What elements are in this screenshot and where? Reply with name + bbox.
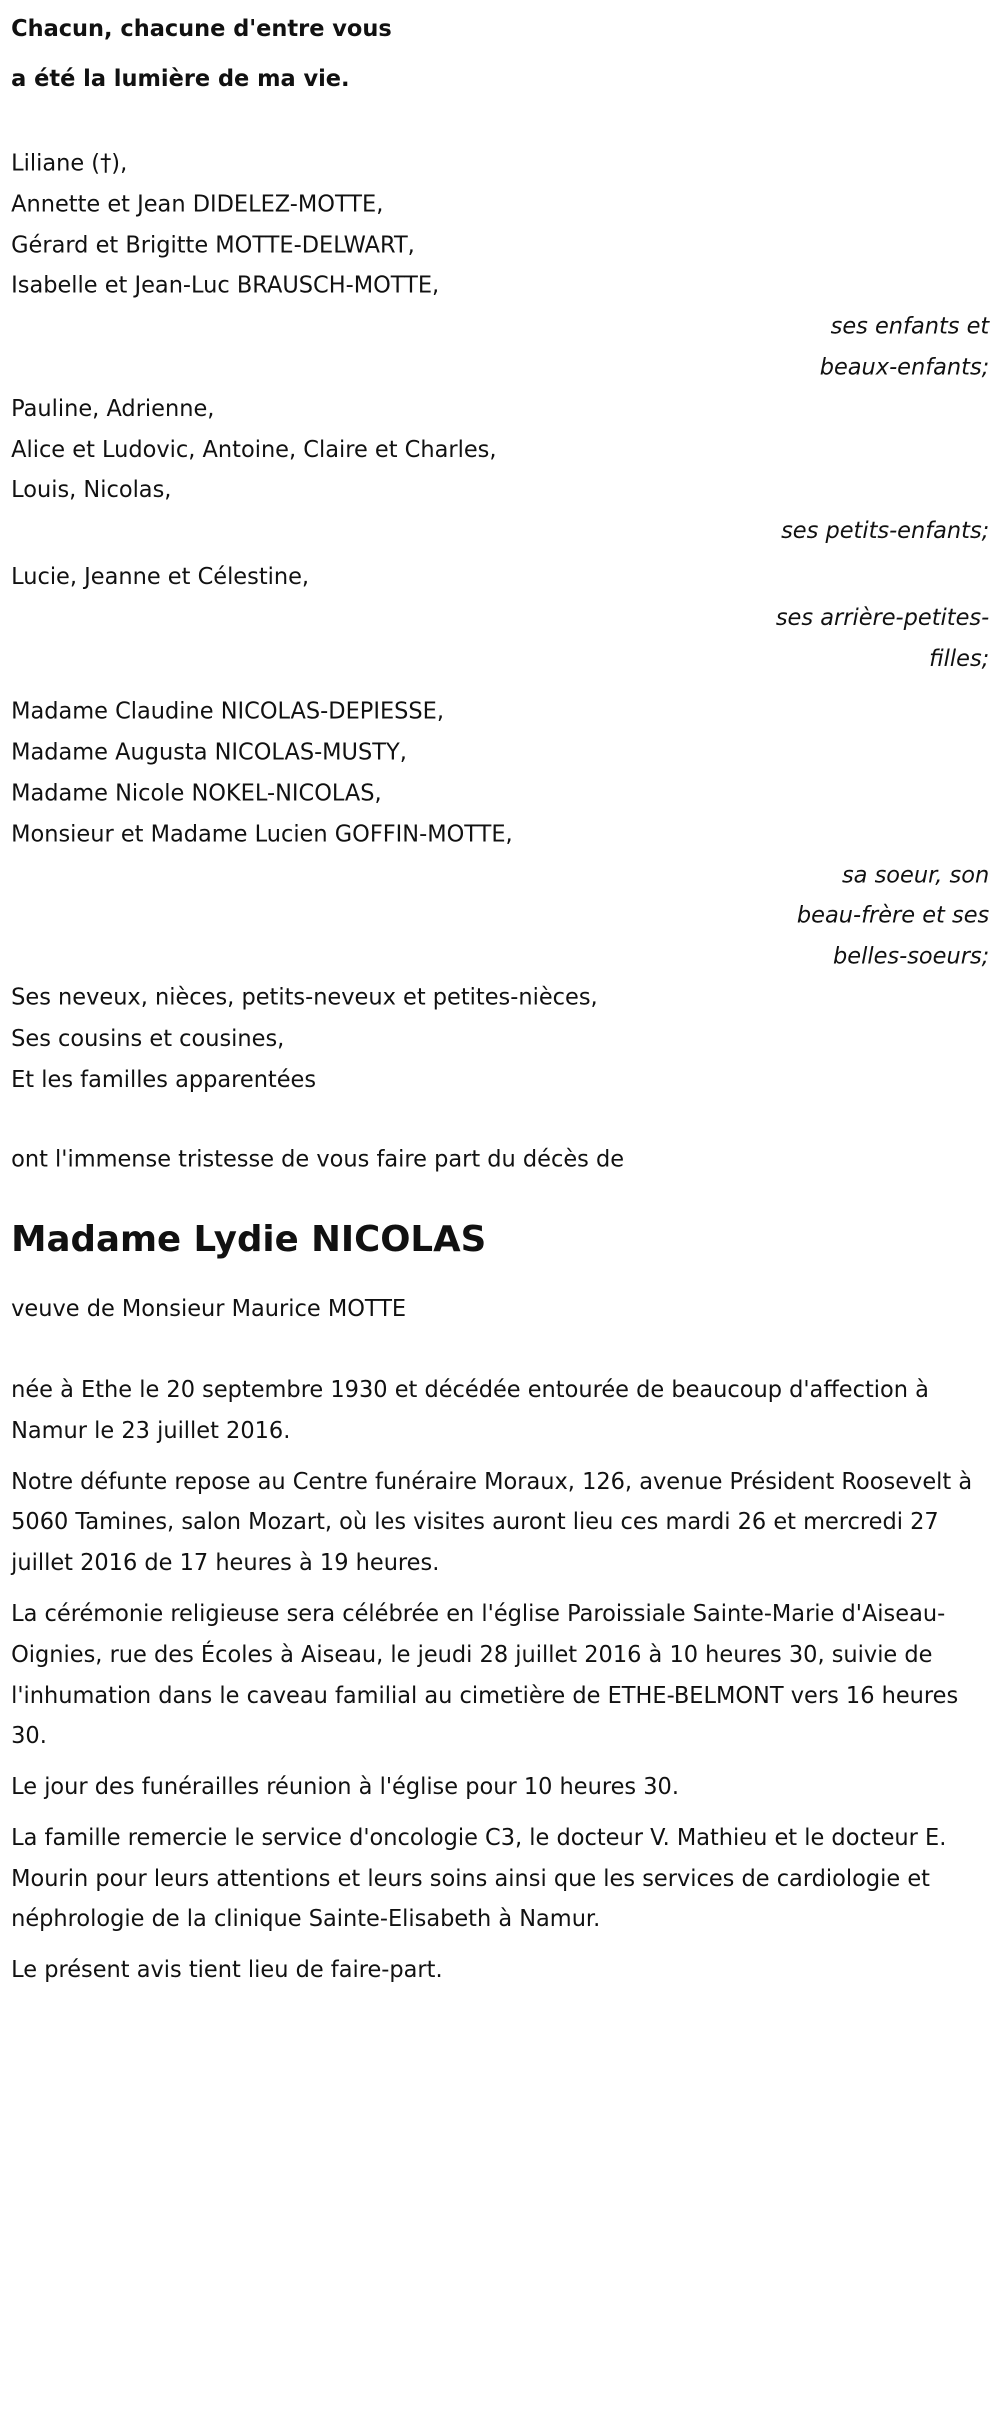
paragraph-closing: Le présent avis tient lieu de faire-part.: [11, 1957, 443, 1984]
widow-of-text: veuve de Monsieur Maurice MOTTE: [11, 1296, 407, 1323]
intro-line-1: Chacun, chacune d'entre vous: [11, 16, 392, 43]
sibling-name: Monsieur et Madame Lucien GOFFIN-MOTTE,: [11, 821, 513, 848]
paragraph-meeting: Le jour des funérailles réunion à l'église pour 10 heures 30.: [11, 1774, 679, 1801]
grandchildren-relation: ses petits-enfants;: [781, 518, 990, 545]
paragraph-ceremony: La cérémonie religieuse sera célébrée en l'église Paroissiale Sainte-Marie d'Aiseau-Oignies, rue des Écoles à Aiseau, le jeudi 28 juillet 2016 à 10 heures 30, suivie de l'inhumation dans le caveau familial au cimetière de ETHE-BELMONT vers 16 heures 30.: [11, 1600, 959, 1750]
sibling-name: Madame Augusta NICOLAS-MUSTY,: [11, 739, 407, 766]
intro-line-2: a été la lumière de ma vie.: [11, 65, 350, 93]
siblings-relation: sa soeur, son: [841, 862, 990, 889]
paragraph-visitation: Notre défunte repose au Centre funéraire Moraux, 126, avenue Président Roosevelt à 5060 Tamines, salon Mozart, où les visites auront lieu ces mardi 26 et mercredi 27 juillet 2016 de 17 heures à 19 heures.: [11, 1468, 973, 1577]
child-name: Gérard et Brigitte MOTTE-DELWART,: [11, 232, 415, 259]
great-grandchildren-block: [11, 558, 989, 680]
children-block: [11, 144, 989, 389]
other-relatives-line: Ses neveux, nièces, petits-neveux et petites-nièces,: [11, 984, 598, 1011]
child-name: Annette et Jean DIDELEZ-MOTTE,: [11, 191, 384, 218]
children-relation: beaux-enfants;: [819, 354, 990, 381]
child-name: Liliane (†),: [11, 150, 128, 177]
announcement-text: ont l'immense tristesse de vous faire part du décès de: [11, 1147, 625, 1174]
siblings-block: [11, 693, 989, 979]
sibling-name: Madame Claudine NICOLAS-DEPIESSE,: [11, 698, 445, 726]
children-relation: ses enfants et: [830, 313, 990, 341]
grandchild-name: Louis, Nicolas,: [11, 477, 172, 504]
great-grandchildren-relation: filles;: [929, 645, 990, 672]
sibling-name: Madame Nicole NOKEL-NICOLAS,: [11, 780, 382, 807]
child-name: Isabelle et Jean-Luc BRAUSCH-MOTTE,: [11, 273, 440, 300]
other-relatives-line: Et les familles apparentées: [11, 1066, 317, 1093]
intro-quote: [11, 5, 989, 105]
other-relatives-line: Ses cousins et cousines,: [11, 1025, 285, 1052]
other-relatives-block: [11, 978, 989, 1100]
paragraph-thanks: La famille remercie le service d'oncologie C3, le docteur V. Mathieu et le docteur E. Mourin pour leurs attentions et leurs soins ainsi que les services de cardiologie et néphrologie de la clinique Sainte-Elisabeth à Namur.: [11, 1825, 947, 1933]
great-grandchild-name: Lucie, Jeanne et Célestine,: [11, 563, 310, 591]
siblings-relation: beau-frère et ses: [796, 903, 990, 930]
deceased-name: Madame Lydie NICOLAS: [11, 1217, 487, 1261]
grandchildren-block: [11, 389, 989, 552]
great-grandchildren-relation: ses arrière-petites-: [775, 604, 990, 631]
notice-content: [11, 11, 989, 1992]
grandchild-name: Pauline, Adrienne,: [11, 395, 215, 422]
grandchild-name: Alice et Ludovic, Antoine, Claire et Charles,: [11, 436, 497, 463]
paragraph-birth-death: née à Ethe le 20 septembre 1930 et décédée entourée de beaucoup d'affection à Namur le 23 juillet 2016.: [11, 1376, 929, 1444]
siblings-relation: belles-soeurs;: [833, 943, 990, 971]
